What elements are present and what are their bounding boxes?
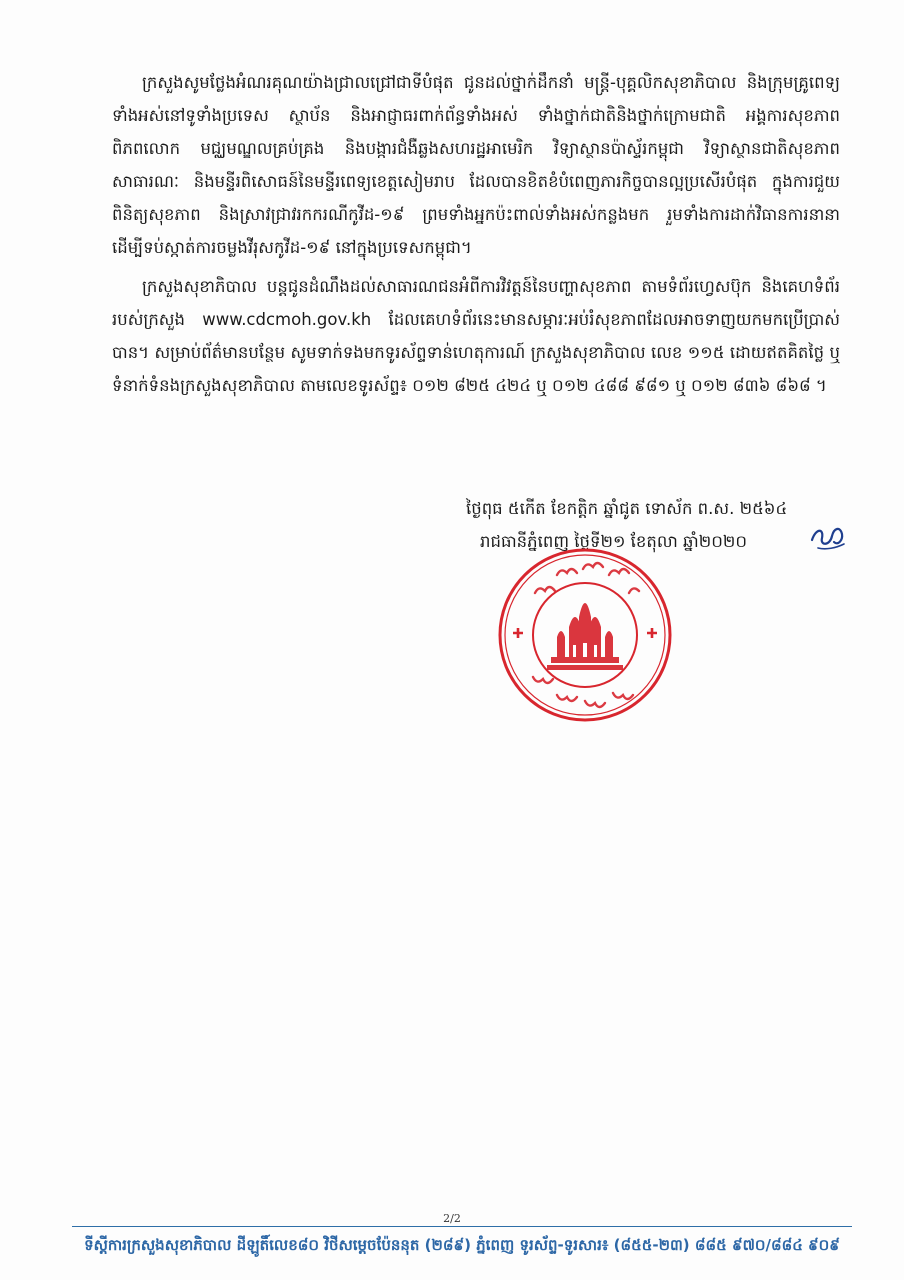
footer-divider [72,1226,852,1227]
ministry-seal [495,545,675,725]
lunar-date: ថ្ងៃពុធ ៥កើត ខែកត្តិក ឆ្នាំជូត ទោស័ក ព.ស. ២៥៦៤ [466,499,788,518]
letter-body [112,66,840,408]
signature-mark [808,518,848,554]
solar-date: រាជធានីភ្នំពេញ ថ្ងៃទី២១ ខែតុលា ឆ្នាំ២០២០ [480,532,748,551]
paragraph-public-notice: ក្រសួងសុខាភិបាល បន្តជូនដំណឹងដល់សាធារណជនអំពីការវិវត្តន៍នៃបញ្ហាសុខភាព តាមទំព័រហ្វេសប៊ុក និងគេហទំព័ររបស់ក្រសួង www.cdcmoh.gov.kh ដែលគេហទំព័រនេះមានសម្ភារៈអប់រំសុខភាពដែលអាចទាញយកមកប្រើប្រាស់បាន។ សម្រាប់ព័ត៌មានបន្ថែម សូមទាក់ទងមកទូរស័ព្ទទាន់ហេតុការណ៍ ក្រសួងសុខាភិបាល លេខ ១១៥ ដោយឥតគិតថ្លៃ ឬទំនាក់ទំនងក្រសួងសុខាភិបាល តាមលេខទូរស័ព្ទ៖ ០១២ ៨២៥ ៤២៤ ឬ ០១២ ៤៨៨ ៩៨១ ឬ ០១២ ៨៣៦ ៨៦៨ ។ [112,277,840,395]
footer-address: ទីស្តីការក្រសួងសុខាភិបាល ដីឡូតិ៍លេខ៨០ វិថីសម្តេចប៉ែននុត (២៨៩) ភ្នំពេញ ទូរស័ព្ទ-ទូរសារ៖ (៨៥៥-២៣) ៨៨៥ ៩៧០/៨៨៤ ៩០៩ [84,1236,840,1254]
page-number: 2/2 [443,1212,461,1225]
paragraph-acknowledgement: ក្រសួងសូមថ្លែងអំណរគុណយ៉ាងជ្រាលជ្រៅជាទីបំផុត ជូនដល់ថ្នាក់ដឹកនាំ មន្ត្រី-បុគ្គលិកសុខាភិបាល និងក្រុមគ្រូពេទ្យទាំងអស់នៅទូទាំងប្រទេស ស្ថាប័ន និងអាជ្ញាធរពាក់ព័ន្ធទាំងអស់ ទាំងថ្នាក់ជាតិនិងថ្នាក់ក្រោមជាតិ អង្គការសុខភាពពិភពលោក មជ្ឈមណ្ឌលគ្រប់គ្រង និងបង្ការជំងឺឆ្លងសហរដ្ឋអាមេរិក វិទ្យាស្ថានប៉ាស្ទ័រកម្ពុជា វិទ្យាស្ថានជាតិសុខភាពសាធារណៈ និងមន្ទីរពិសោធន៍នៃមន្ទីរពេទ្យខេត្តសៀមរាប ដែលបានខិតខំបំពេញភារកិច្ចបានល្អប្រសើរបំផុត ក្នុងការជួយពិនិត្យសុខភាព និងស្រាវជ្រាវរកករណីកូវីដ-១៩ ព្រមទាំងអ្នកប៉ះពាល់ទាំងអស់កន្លងមក រួមទាំងការដាក់វិធានការនានា ដើម្បីទប់ស្កាត់ការចម្លងវីរុសកូវីដ-១៩ នៅក្នុងប្រទេសកម្ពុជា។ [112,73,840,257]
